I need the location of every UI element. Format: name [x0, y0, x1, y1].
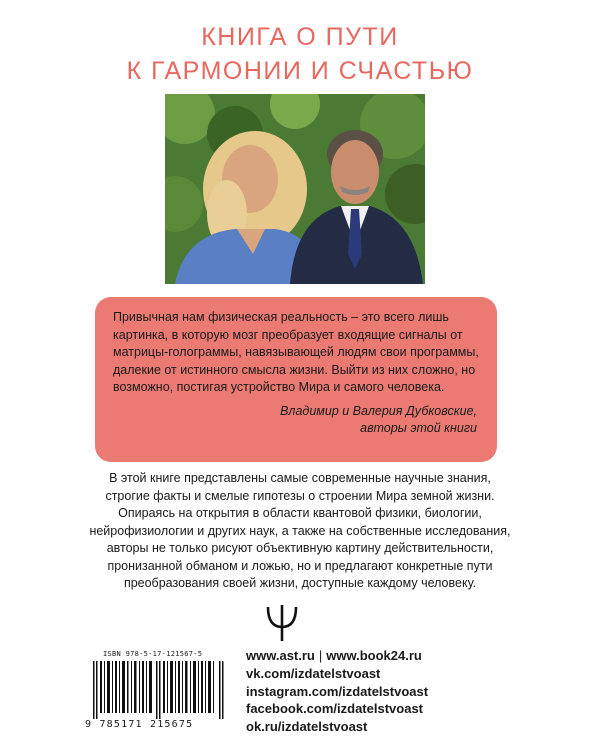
quote-text: Привычная нам физическая реальность – это всего лишь картинка, в которую мозг преобразует входящие сигналы от матрицы-голограммы, навязывающей людям свои программы, далекие от истинного смысла жизни. Выйти из них сложно, но возможно, постигая устройство Мира и самого человека. [113, 310, 479, 394]
link-ok[interactable]: ok.ru/izdatelstvoast [246, 719, 368, 735]
psi-symbol-icon [262, 603, 302, 643]
description-line: авторы не только рисуют объективную картину действительности, [106, 541, 494, 555]
authors-photo [165, 94, 425, 284]
barcode [93, 661, 227, 719]
link-facebook[interactable]: facebook.com/izdatelstvoast [246, 701, 423, 717]
links-websites [246, 647, 428, 665]
description-line: В этой книге представлены самые современные научные знания, [109, 471, 491, 485]
quote-author [113, 403, 479, 437]
link-ast[interactable]: www.ast.ru [246, 648, 315, 663]
description-line: пронизанной обманом и ложью, но и предлагают конкретные пути [107, 558, 493, 573]
link-instagram[interactable]: instagram.com/izdatelstvoast [246, 683, 429, 699]
isbn-label: ISBN 978-5-17-121567-5 [103, 650, 203, 658]
book-title [0, 20, 600, 88]
quote-author-line-1: Владимир и Валерия Дубковские, [280, 403, 477, 418]
barcode-digits: 9 785171 215675 [85, 719, 194, 730]
link-vk[interactable]: vk.com/izdatelstvoast [246, 665, 381, 681]
title-line-2: К ГАРМОНИИ И СЧАСТЬЮ [126, 57, 474, 85]
quote-author-line-2: авторы этой книги [360, 420, 477, 435]
description-line: Опираясь на открытия в области квантовой физики, биологии, [118, 506, 482, 520]
title-line-1: КНИГА О ПУТИ [201, 23, 399, 51]
publisher-links [246, 647, 428, 736]
isbn-block [85, 650, 235, 732]
description-line: нейрофизиологии и других наук, а также на собственные исследования, [89, 523, 511, 538]
description-line: преобразования своей жизни, доступные каждому человеку. [123, 576, 477, 590]
quote-box [95, 297, 497, 462]
link-book24[interactable]: www.book24.ru [326, 648, 422, 663]
links-divider: | [318, 648, 323, 663]
description-line: строгие факты и смелые гипотезы о строении Мира земной жизни. [105, 488, 495, 503]
book-description [60, 470, 540, 593]
